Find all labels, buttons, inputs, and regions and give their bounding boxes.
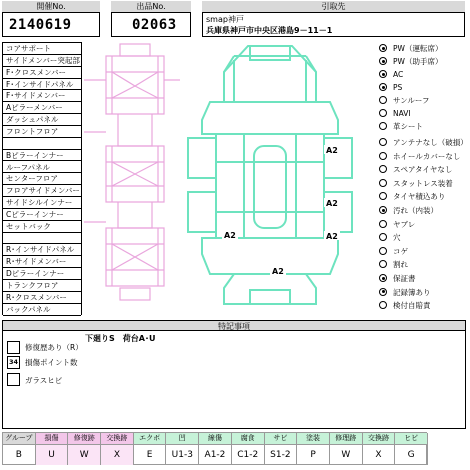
- option-label: PS: [393, 83, 403, 92]
- frame-part-row: F･サイドメンバー: [3, 90, 81, 102]
- grade-header: 損傷: [36, 433, 69, 444]
- empty-circle-icon: [379, 301, 387, 309]
- option-item: [378, 177, 466, 190]
- grade-header: 交換跡: [101, 433, 134, 444]
- frame-diagram: [84, 44, 180, 300]
- lot-number-label: 開催No.: [2, 1, 100, 12]
- equipment-options-list: [378, 42, 466, 134]
- damage-marks: [222, 145, 340, 276]
- frame-part-row: セットバック: [3, 221, 81, 233]
- option-label: スペアタイヤなし: [393, 165, 453, 175]
- item-number-label: 出品No.: [111, 1, 191, 12]
- frame-part-row: R･サイドメンバー: [3, 256, 81, 268]
- grade-value: C1-2: [232, 444, 265, 465]
- option-label: PW（助手席）: [393, 57, 443, 66]
- frame-part-row: F･クロスメンバー: [3, 67, 81, 79]
- option-item: [378, 120, 466, 133]
- option-label: タイヤ積込あり: [393, 192, 446, 202]
- checked-circle-icon: [379, 57, 387, 65]
- option-item: [378, 81, 466, 94]
- option-item: [378, 218, 466, 231]
- option-label: 保証書: [393, 274, 416, 283]
- grade-value: X: [363, 444, 396, 465]
- grade-header: 線傷: [199, 433, 232, 444]
- option-item: [378, 258, 466, 271]
- damage-points-label: 損傷ポイント数: [25, 358, 78, 367]
- checked-circle-icon: [379, 83, 387, 91]
- option-item: [378, 107, 466, 120]
- frame-part-row: R･クロスメンバー: [3, 292, 81, 304]
- damage-points-box: 34: [7, 356, 20, 369]
- grade-value: S1-2: [265, 444, 298, 465]
- option-item: [378, 55, 466, 68]
- grade-header: ヒビ: [395, 433, 428, 444]
- grade-value: U1-3: [166, 444, 199, 465]
- option-label: NAVI: [393, 109, 411, 118]
- grade-header: サビ: [265, 433, 298, 444]
- checked-circle-icon: [379, 70, 387, 78]
- frame-part-row: [3, 138, 81, 150]
- frame-part-row: [3, 233, 81, 245]
- empty-circle-icon: [379, 122, 387, 130]
- frame-part-row: フロントフロア: [3, 126, 81, 138]
- lot-number-value: 2140619: [9, 17, 72, 33]
- option-label: サンルーフ: [393, 96, 430, 105]
- grade-header: 腐食: [232, 433, 265, 444]
- option-label: 穴: [393, 233, 401, 243]
- frame-part-row: バックパネル: [3, 304, 81, 316]
- option-item: [378, 163, 466, 176]
- empty-circle-icon: [379, 260, 387, 268]
- empty-circle-icon: [379, 138, 387, 146]
- empty-circle-icon: [379, 179, 387, 187]
- frame-part-row: R･インサイドパネル: [3, 244, 81, 256]
- option-item: [378, 190, 466, 203]
- frame-part-row: センターフロア: [3, 173, 81, 185]
- empty-circle-icon: [379, 220, 387, 228]
- option-label: PW（運転席）: [393, 44, 443, 53]
- frame-part-row: F･インサイドパネル: [3, 79, 81, 91]
- option-item: [378, 286, 466, 299]
- option-label: ホイールカバーなし: [393, 151, 461, 161]
- empty-circle-icon: [379, 165, 387, 173]
- notes-text: 下廻りS 荷台A･U: [85, 334, 156, 343]
- option-label: アンテナなし（破損）: [393, 138, 468, 147]
- frame-part-row: コアサポート: [3, 43, 81, 55]
- empty-circle-icon: [379, 247, 387, 255]
- destination-address: 兵庫県神戸市中央区港島9－11－1: [206, 26, 333, 35]
- frame-part-row: Aピラーメンバー: [3, 102, 81, 114]
- frame-part-row: ダッシュパネル: [3, 114, 81, 126]
- grade-header: エクボ: [134, 433, 167, 444]
- grade-header: 凹: [166, 433, 199, 444]
- frame-part-row: フロアサイドメンバー: [3, 185, 81, 197]
- grade-header: 修復跡: [68, 433, 101, 444]
- option-item: [378, 68, 466, 81]
- checked-circle-icon: [379, 44, 387, 52]
- frame-part-row: Cピラーインナー: [3, 209, 81, 221]
- grade-header: 塗装: [297, 433, 330, 444]
- grade-header: 交換跡: [363, 433, 396, 444]
- damage-mark: A2: [326, 232, 338, 241]
- checked-circle-icon: [379, 288, 387, 296]
- frame-part-row: トランクフロア: [3, 280, 81, 292]
- option-label: 割れ: [393, 260, 408, 270]
- grade-value: A1-2: [199, 444, 232, 465]
- empty-circle-icon: [379, 233, 387, 241]
- option-item: [378, 272, 466, 285]
- grade-value: W: [68, 444, 101, 465]
- grade-table: [2, 432, 427, 465]
- option-item: [378, 136, 466, 149]
- grade-value: E: [134, 444, 167, 465]
- option-item: [378, 299, 466, 312]
- repair-history-checkbox: [7, 341, 20, 354]
- damage-mark: A2: [326, 199, 338, 208]
- frame-parts-list: [2, 42, 82, 315]
- frame-part-row: ルーフパネル: [3, 162, 81, 174]
- frame-part-row: サイドメンバー突起部: [3, 55, 81, 67]
- option-label: 検付自賠責: [393, 301, 431, 311]
- option-item: [378, 42, 466, 55]
- grade-value: G: [395, 444, 428, 465]
- option-label: コゲ: [393, 246, 408, 256]
- damage-mark: A2: [326, 146, 338, 155]
- glass-crack-label: ガラスヒビ: [25, 376, 63, 385]
- option-label: AC: [393, 70, 404, 79]
- option-label: スタットレス装着: [393, 178, 453, 188]
- grade-value: W: [330, 444, 363, 465]
- body-diagram: [188, 46, 352, 304]
- item-number-value: 02063: [132, 17, 177, 33]
- damage-mark: A2: [272, 267, 284, 276]
- grade-value: P: [297, 444, 330, 465]
- empty-circle-icon: [379, 96, 387, 104]
- repair-history-label: 修復歴あり（R）: [25, 343, 83, 352]
- frame-part-row: Dピラーインナー: [3, 268, 81, 280]
- grade-value: X: [101, 444, 134, 465]
- lot-number-box: [2, 12, 100, 37]
- vehicle-diagram: [84, 42, 376, 316]
- frame-part-row: Bピラーインナー: [3, 150, 81, 162]
- damage-mark: A2: [224, 231, 236, 240]
- notes-title: 特記事項: [2, 320, 466, 331]
- option-label: ヤブレ: [393, 219, 416, 229]
- option-item: [378, 231, 466, 244]
- grade-value: B: [3, 444, 36, 465]
- option-item: [378, 204, 466, 217]
- frame-part-row: サイドシルインナー: [3, 197, 81, 209]
- grade-header: グループ: [3, 433, 36, 444]
- checked-circle-icon: [379, 274, 387, 282]
- empty-circle-icon: [379, 109, 387, 117]
- option-item: [378, 245, 466, 258]
- item-number-box: [111, 12, 191, 37]
- checked-circle-icon: [379, 206, 387, 214]
- empty-circle-icon: [379, 152, 387, 160]
- option-label: 革シート: [393, 122, 423, 131]
- condition-options-list: [378, 136, 466, 316]
- grade-header: 修理跡: [330, 433, 363, 444]
- option-label: 汚れ（内装）: [393, 206, 438, 215]
- grade-value: U: [36, 444, 69, 465]
- destination-label: 引取先: [202, 1, 465, 12]
- destination-box: [202, 12, 465, 37]
- notes-box: [2, 331, 466, 429]
- glass-crack-checkbox: [7, 373, 20, 386]
- empty-circle-icon: [379, 192, 387, 200]
- option-item: [378, 94, 466, 107]
- destination-name: smap神戸: [206, 15, 244, 24]
- option-item: [378, 150, 466, 163]
- option-label: 記録簿あり: [393, 287, 431, 297]
